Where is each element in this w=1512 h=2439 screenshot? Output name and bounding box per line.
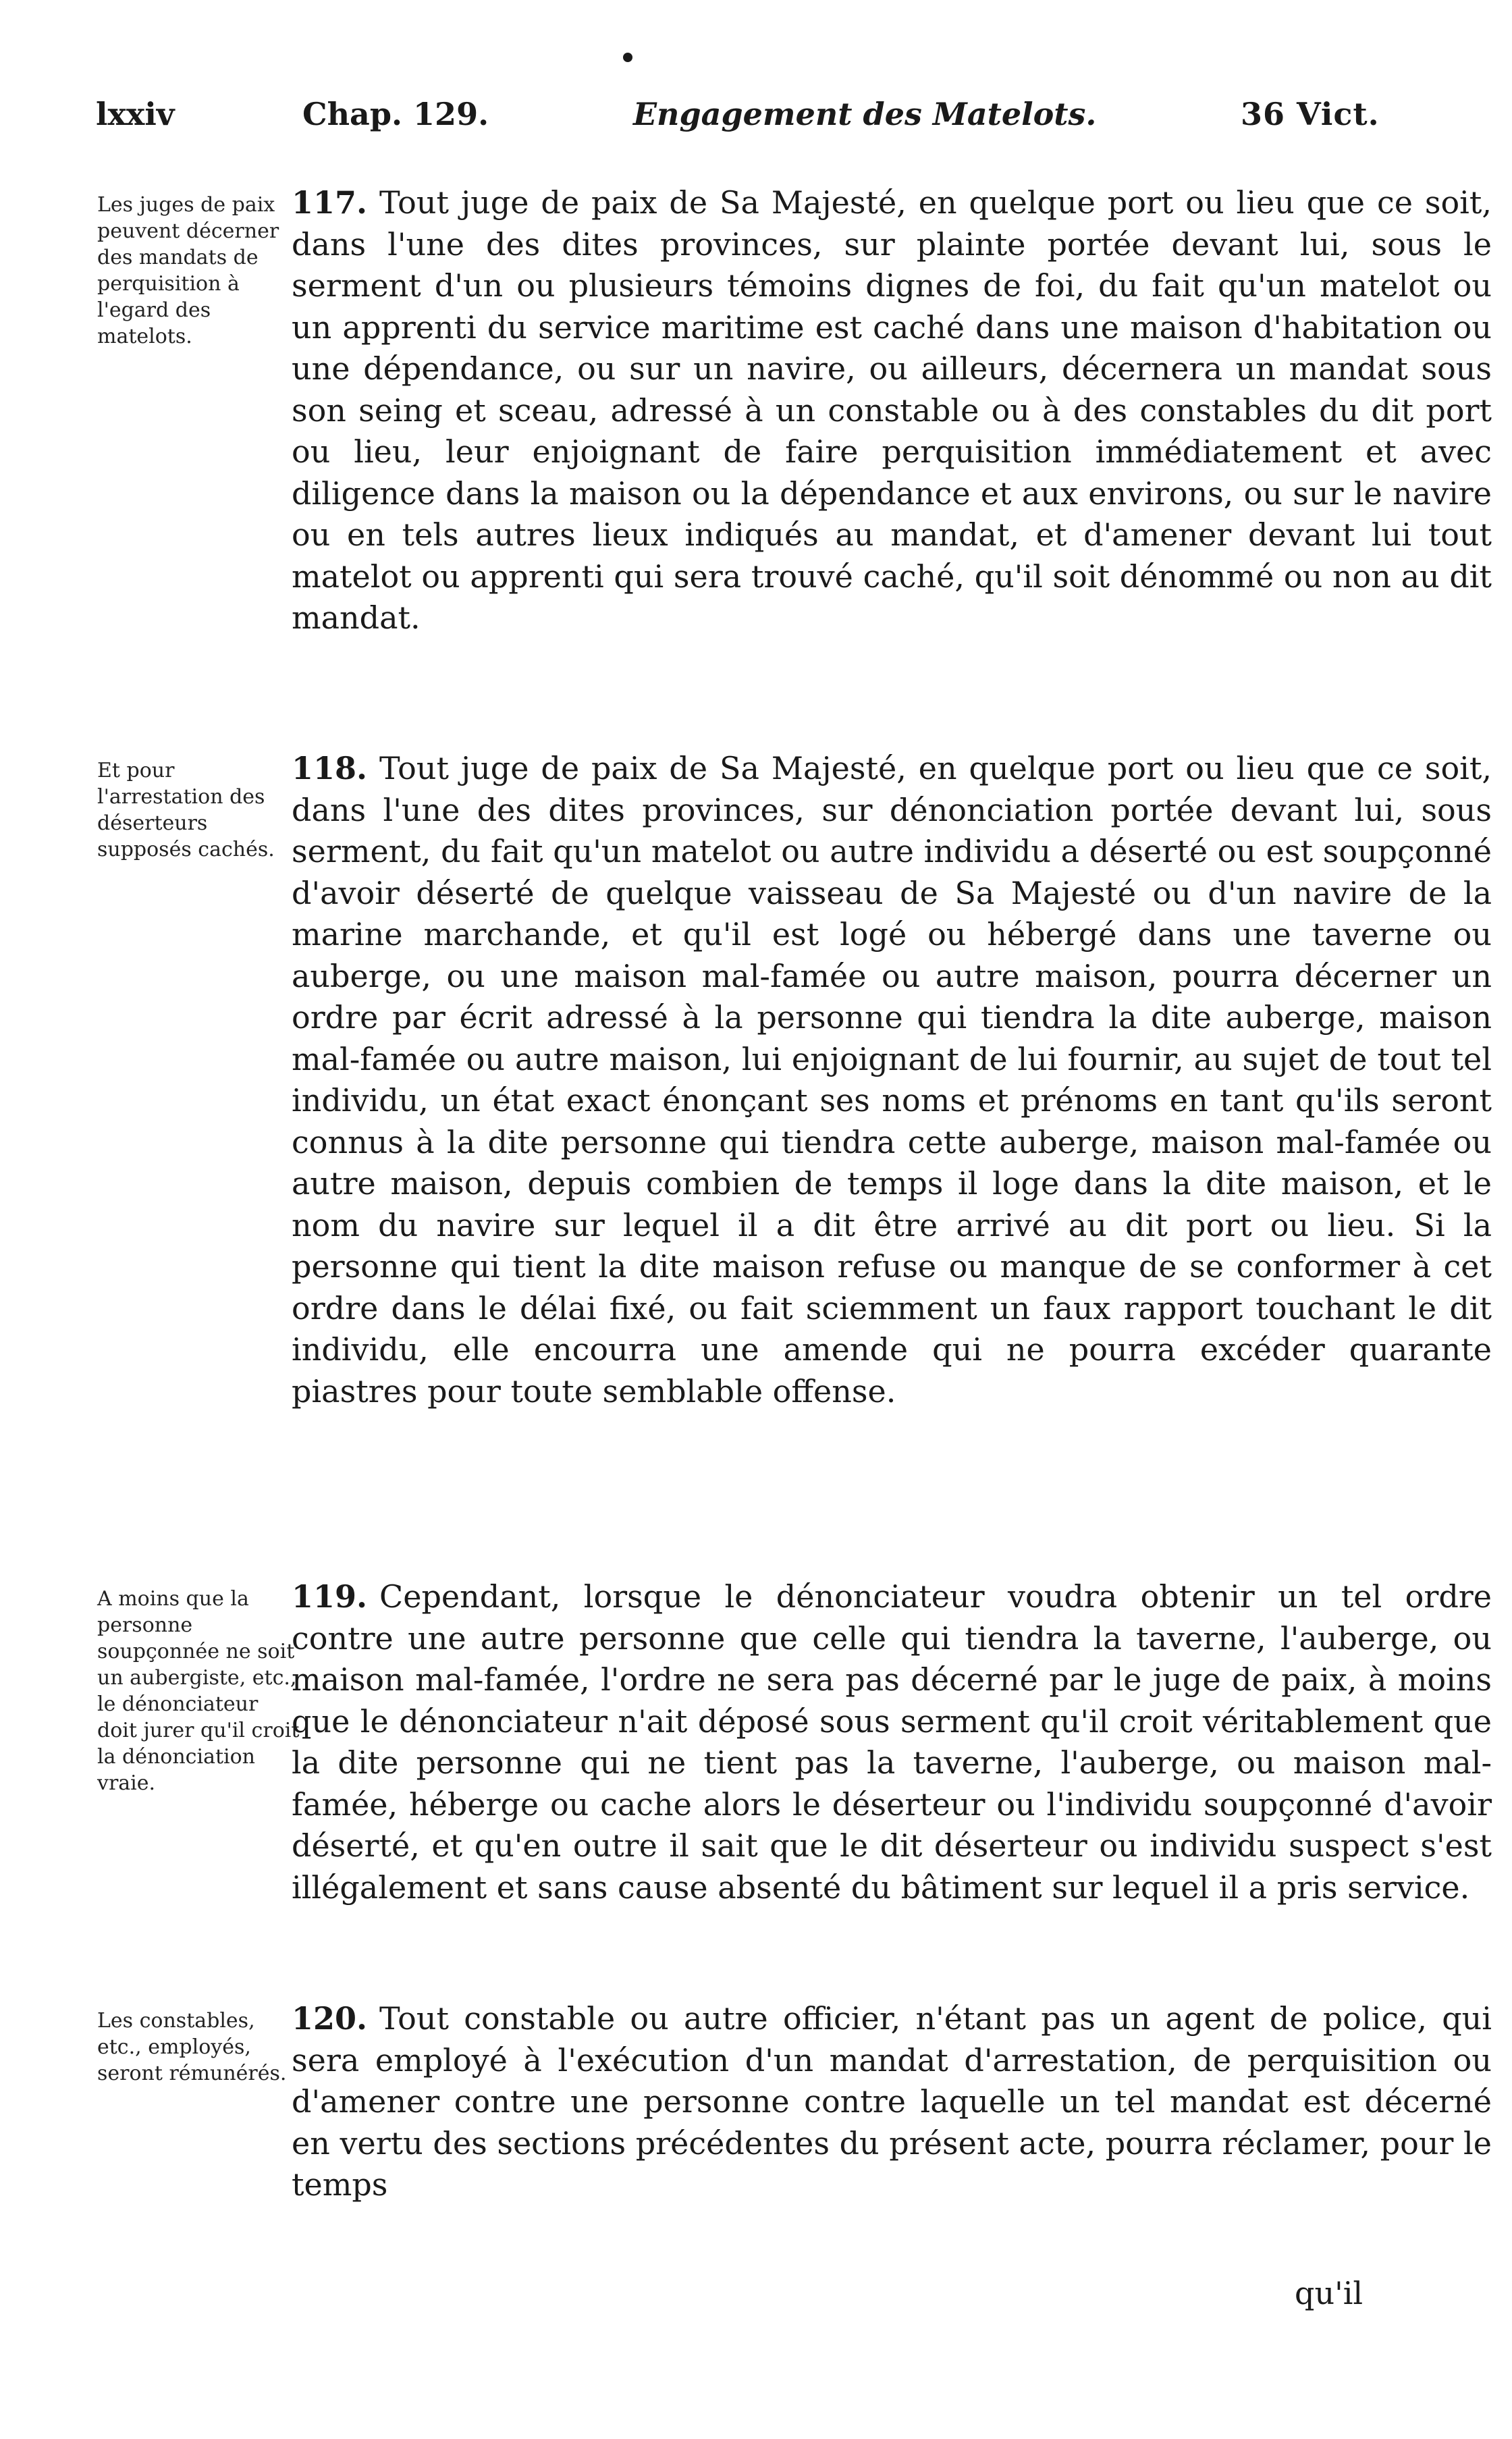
section-body <box>292 182 1492 639</box>
margin-note: A moins que la personne soupçonnée ne soit un aubergiste, etc., le dénonciateur doit jurer qu'il croit la dénonciation vraie. <box>97 1587 300 1795</box>
catchword: qu'il <box>1295 2275 1364 2311</box>
section-number: 117. <box>292 184 368 221</box>
print-mark <box>623 53 632 62</box>
page-number: lxxiv <box>96 96 175 132</box>
margin-note: Les constables, etc., employés, seront rémunérés. <box>97 2009 287 2085</box>
section-text: Tout juge de paix de Sa Majesté, en quelque port ou lieu que ce soit, dans l'une des dites provinces, sur dénonciation portée devant lui, sous serment, du fait qu'un matelot ou autre individu a déserté ou est soupçonné d'avoir déserté de quelque vaisseau de Sa Majesté ou d'un navire de la marine marchande, et qu'il est logé ou hébergé dans une taverne ou auberge, ou une maison mal-famée ou autre maison, pourra décerner un ordre par écrit adressé à la personne qui tiendra la dite auberge, maison mal-famée ou autre maison, lui enjoignant de lui fournir, au sujet de tout tel individu, un état exact énonçant ses noms et prénoms en tant qu'ils seront connus à la dite personne qui tiendra cette auberge, maison mal-famée ou autre maison, depuis combien de temps il loge dans la dite maison, et le nom du navire sur lequel il a dit être arrivé au dit port ou lieu. Si la personne qui tient la dite maison refuse ou manque de se conformer à cet ordre dans le délai fixé, ou fait sciemment un faux rapport touchant le dit individu, elle encourra une amende qui ne pourra excéder quarante piastres pour toute semblable offense. <box>292 750 1492 1410</box>
section-body <box>292 748 1492 1412</box>
section-text: Cependant, lorsque le dénonciateur voudra obtenir un tel ordre contre une autre personne que celle qui tiendra la taverne, l'auberge, ou maison mal-famée, l'ordre ne sera pas décerné par le juge de paix, à moins que le dénonciateur n'ait déposé sous serment qu'il croit véritablement que la dite personne qui ne tient pas la taverne, l'auberge, ou maison mal-famée, héberge ou cache alors le déserteur ou l'individu soupçonné d'avoir déserté, et qu'en outre il sait que le dit déserteur ou individu suspect s'est illégalement et sans cause absenté du bâtiment sur lequel il a pris service. <box>292 1578 1492 1906</box>
section-body <box>292 1576 1492 1908</box>
regnal-year: 36 Vict. <box>1241 96 1380 132</box>
section-number: 119. <box>292 1578 368 1615</box>
section-text: Tout constable ou autre officier, n'étant pas un agent de police, qui sera employé à l'exécution d'un mandat d'arrestation, de perquisition ou d'amener contre une personne contre laquelle un tel mandat est décerné en vertu des sections précédentes du présent acte, pourra réclamer, pour le temps <box>292 2000 1492 2203</box>
section-number: 118. <box>292 750 368 786</box>
section-number: 120. <box>292 2000 368 2037</box>
chapter-label: Chap. 129. <box>302 96 489 132</box>
margin-note: Les juges de paix peuvent décerner des mandats de perquisition à l'egard des matelots. <box>97 193 279 348</box>
section-text: Tout juge de paix de Sa Majesté, en quelque port ou lieu que ce soit, dans l'une des dites provinces, sur plainte portée devant lui, sous le serment d'un ou plusieurs témoins dignes de foi, du fait qu'un matelot ou un apprenti du service maritime est caché dans une maison d'habitation ou une dépendance, ou sur un navire, ou ailleurs, décernera un mandat sous son seing et sceau, adressé à un constable ou à des constables du dit port ou lieu, leur enjoignant de faire perquisition immédiatement et avec diligence dans la maison ou la dépendance et aux environs, ou sur le navire ou en tels autres lieux indiqués au mandat, et d'amener devant lui tout matelot ou apprenti qui sera trouvé caché, qu'il soit dénommé ou non au dit mandat. <box>292 184 1492 636</box>
margin-note: Et pour l'arrestation des déserteurs supposés cachés. <box>97 759 275 861</box>
running-title: Engagement des Matelots. <box>633 96 1097 132</box>
section-body <box>292 1998 1492 2206</box>
